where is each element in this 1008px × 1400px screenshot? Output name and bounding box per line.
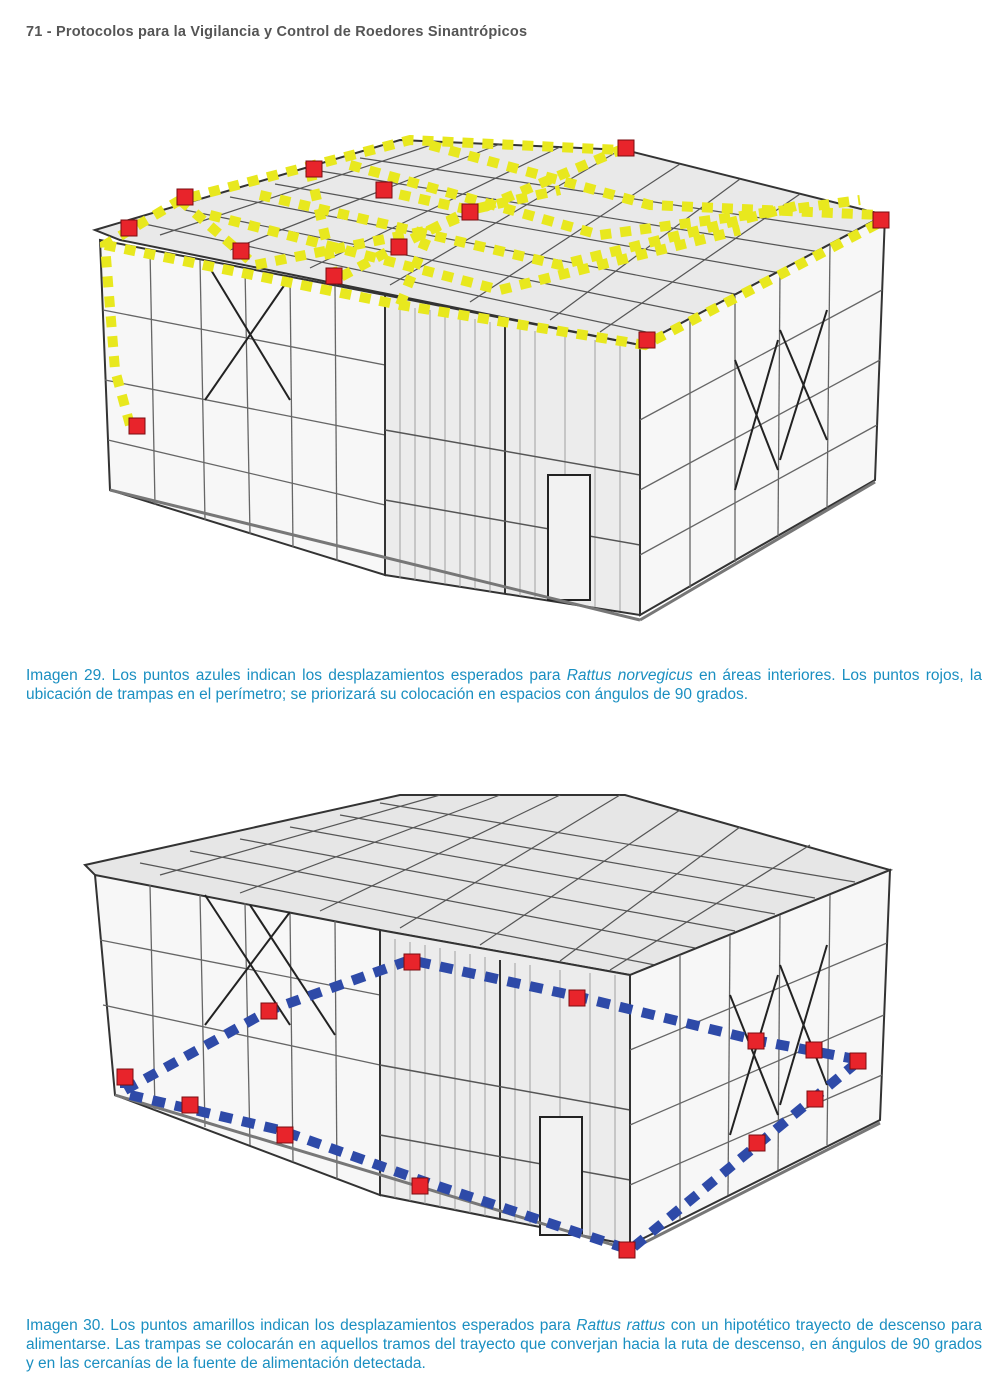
trap-marker (873, 212, 889, 228)
trap-marker (850, 1053, 866, 1069)
trap-marker (806, 1042, 822, 1058)
trap-marker (462, 204, 478, 220)
trap-marker (569, 990, 585, 1006)
trap-marker (326, 268, 342, 284)
trap-marker (404, 954, 420, 970)
caption-text: en áreas interiores. Los puntos rojos, la ubicación de trampas en el perímetro; se priorizará su colocación en espacios con ángulos de 90 grados. (26, 667, 982, 703)
caption-image-30 (26, 1316, 982, 1373)
trap-marker (639, 332, 655, 348)
trap-marker (277, 1127, 293, 1143)
caption-image-29 (26, 666, 982, 704)
trap-marker (121, 220, 137, 236)
page-header: 71 - Protocolos para la Vigilancia y Control de Roedores Sinantrópicos (26, 24, 528, 40)
trap-marker (306, 161, 322, 177)
trap-marker (129, 418, 145, 434)
trap-marker (619, 1242, 635, 1258)
trap-marker (117, 1069, 133, 1085)
warehouse-figure-roof-paths (0, 110, 1008, 650)
species-name: Rattus norvegicus (566, 667, 693, 684)
trap-marker (749, 1135, 765, 1151)
trap-marker (412, 1178, 428, 1194)
warehouse-frame (85, 795, 890, 1250)
trap-marker (748, 1033, 764, 1049)
trap-marker (618, 140, 634, 156)
trap-marker (182, 1097, 198, 1113)
species-name: Rattus rattus (576, 1317, 666, 1334)
trap-marker (376, 182, 392, 198)
trap-marker (177, 189, 193, 205)
trap-marker (261, 1003, 277, 1019)
trap-marker (233, 243, 249, 259)
warehouse-figure-ground-paths (0, 765, 1008, 1305)
caption-text: con un hipotético trayecto de descenso para alimentarse. Las trampas se colocarán en aquellos tramos del trayecto que converjan hacia la ruta de descenso, en ángulos de 90 grados y en las cercanías de la fuente de alimentación detectada. (26, 1317, 982, 1372)
trap-marker (807, 1091, 823, 1107)
caption-text: Imagen 30. Los puntos amarillos indican los desplazamientos esperados para (26, 1317, 577, 1334)
caption-text: Imagen 29. Los puntos azules indican los desplazamientos esperados para (26, 667, 567, 684)
trap-marker (391, 239, 407, 255)
